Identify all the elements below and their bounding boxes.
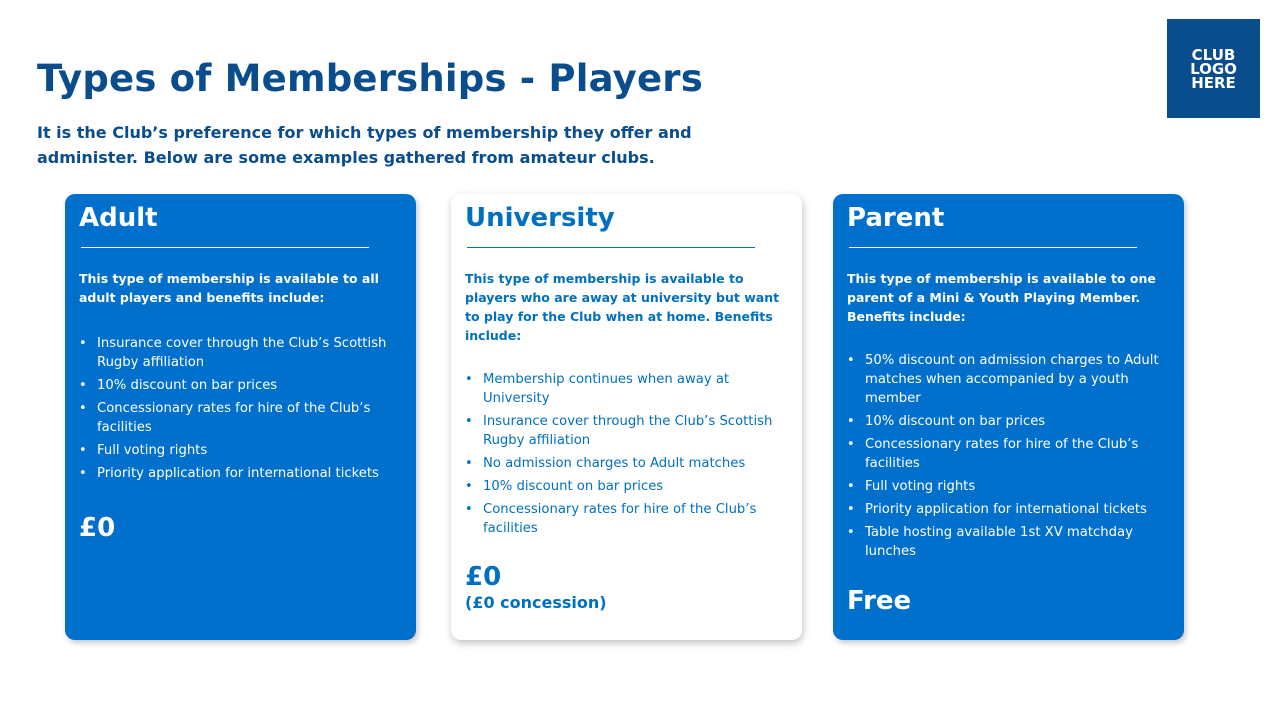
card-description: This type of membership is available to all adult players and benefits include:: [79, 271, 379, 305]
benefits-list: [465, 370, 788, 538]
club-logo-placeholder: CLUB LOGO HERE: [1167, 19, 1260, 118]
membership-card-university: [451, 194, 802, 640]
benefit-item: • No admission charges to Adult matches: [465, 454, 788, 473]
benefit-item: • 10% discount on bar prices: [79, 376, 402, 395]
benefit-item: • Priority application for international tickets: [847, 500, 1170, 519]
benefit-item: • Table hosting available 1st XV matchday lunches: [847, 523, 1170, 561]
page-title: Types of Memberships - Players: [37, 57, 703, 100]
card-title: Adult: [79, 203, 158, 233]
benefit-item: • 10% discount on bar prices: [847, 412, 1170, 431]
benefit-item: • Full voting rights: [847, 477, 1170, 496]
benefits-list: [847, 351, 1170, 561]
benefit-item: • Insurance cover through the Club’s Scottish Rugby affiliation: [465, 412, 788, 450]
card-divider: [81, 247, 369, 248]
membership-card-parent: [833, 194, 1184, 640]
benefit-item: • Concessionary rates for hire of the Club’s facilities: [847, 435, 1170, 473]
benefit-item: • 10% discount on bar prices: [465, 477, 788, 496]
card-divider: [467, 247, 755, 248]
membership-price: £0: [79, 513, 116, 543]
benefit-item: • Membership continues when away at University: [465, 370, 788, 408]
card-title: University: [465, 203, 615, 233]
benefit-item: • Concessionary rates for hire of the Club’s facilities: [79, 399, 402, 437]
benefit-item: • Insurance cover through the Club’s Scottish Rugby affiliation: [79, 334, 402, 372]
card-divider: [849, 247, 1137, 248]
benefits-list: [79, 334, 402, 483]
benefit-item: • Priority application for international tickets: [79, 464, 402, 483]
card-description: This type of membership is available to players who are away at university but want to play for the Club when at home. Benefits include:: [465, 271, 780, 343]
membership-card-adult: [65, 194, 416, 640]
benefit-item: • Concessionary rates for hire of the Club’s facilities: [465, 500, 788, 538]
benefit-item: • 50% discount on admission charges to Adult matches when accompanied by a youth member: [847, 351, 1170, 408]
intro-text: It is the Club’s preference for which types of membership they offer and administer. Below are some examples gathered from amateur clubs.: [37, 123, 692, 167]
concession-price: (£0 concession): [465, 593, 607, 612]
card-title: Parent: [847, 203, 945, 233]
card-description: This type of membership is available to one parent of a Mini & Youth Playing Member. Benefits include:: [847, 271, 1156, 324]
membership-price: Free: [847, 586, 912, 616]
membership-price: £0: [465, 562, 502, 592]
benefit-item: • Full voting rights: [79, 441, 402, 460]
